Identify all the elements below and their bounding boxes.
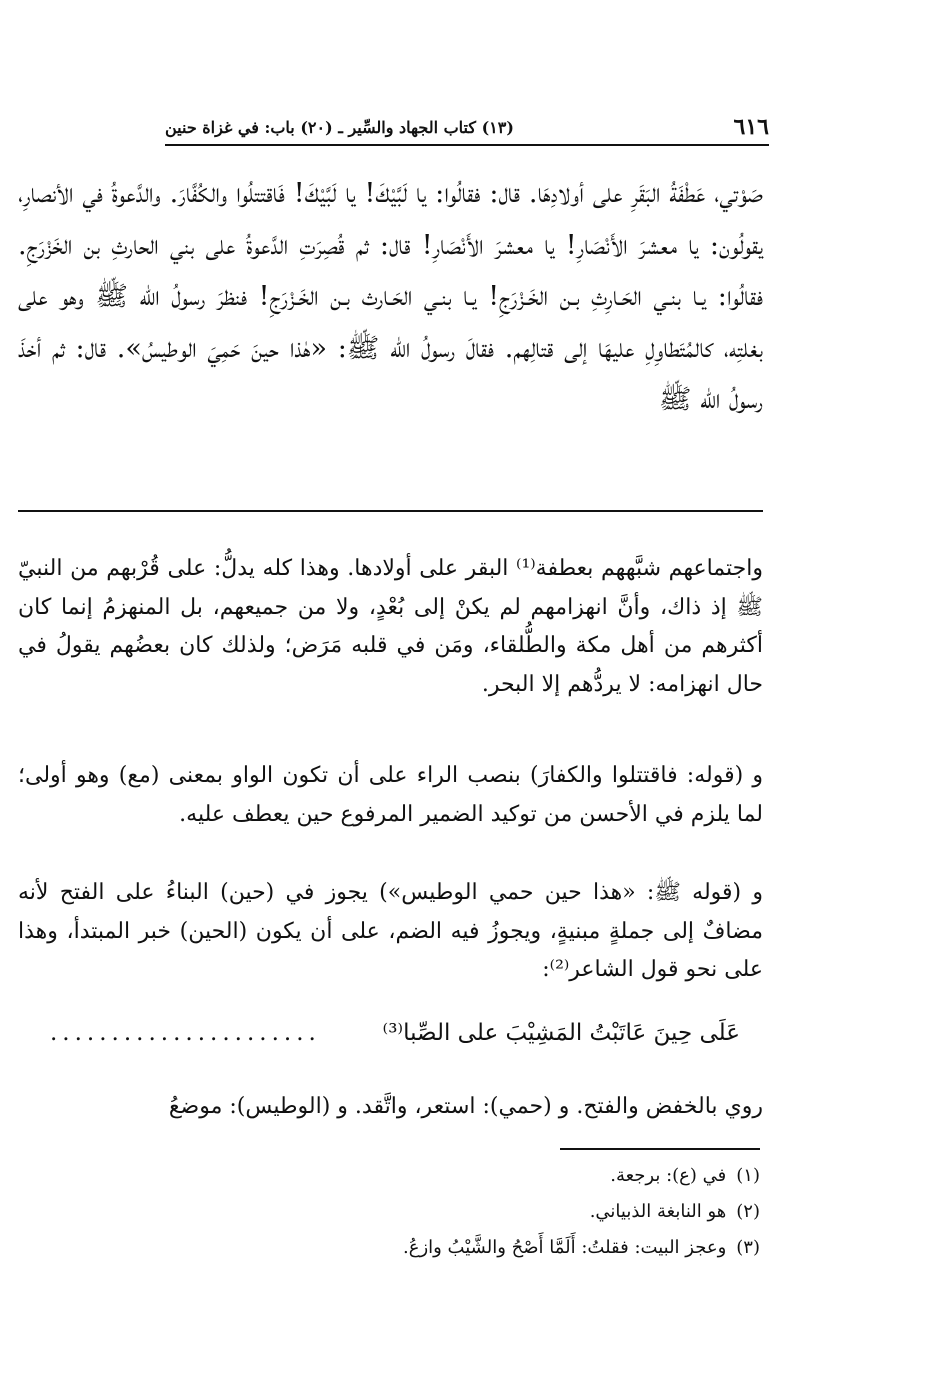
footnote-text: هو النابغة الذبياني. xyxy=(589,1201,727,1222)
text-separator xyxy=(18,510,763,512)
footnote xyxy=(200,1230,760,1266)
commentary-paragraph: روي بالخفض والفتح. و (حمي): استعر، واتَّقد. و (الوطيس): موضعُ xyxy=(168,1094,763,1119)
commentary-paragraph: و (قوله: فاقتتلوا والكفارَ) بنصب الراء على أن تكون الواو بمعنى (مع) وهو أولى؛ لما يلزم في الأحسن من توكيد الضمير المرفوع حين يعطف عليه. xyxy=(18,763,763,827)
commentary-paragraph: واجتماعهم شبَّههم بعطفة⁽¹⁾ البقر على أولادها. وهذا كله يدلُّ: على قُرْبهم من النبيّ ﷺ إذ ذاك، وأنَّ انهزامهم لم يكنْ إلى بُعْدٍ، ولا من جميعهم، بل المنهزمُ إنما كان أكثرهم من أهل مكة والطُّلقاء، ومَن في قلبه مَرَض؛ ولذلك كان بعضُهم يقولُ في حال انهزامه: لا يردُّهم إلا البحر. xyxy=(18,556,764,697)
poetry-verse xyxy=(50,1020,740,1046)
hadith-text: صَوْتي، عَطْفَةُ البَقَرِ على أولادِهَا. قال: فقالُوا: يا لَبَّيْكَ! يا لَبَّيْكَ! فَاقتتلُوا والكُفَّارَ. والدَّعوةُ في الأنصارِ، يقولُون: يا معشرَ الأَنْصَارِ! يا معشرَ الأَنْصَارِ! قال: ثم قُصِرَتِ الدَّعوةُ على بني الحارثِ بن الخَزْرَجِ. فقالُوا: يـا بنـي الحَـارِثِ بـن الخَـزْرَجِ! يـا بنـي الحَـارث بـن الخَـزْرَجِ! فنظرَ رسولُ الله ﷺ وهو على بغلتِه، كالمُتَطاوِلِ عليهَا إلى قتالِهم. فقالَ رسولُ الله ﷺ: «هٰذا حينَ حَمِيَ الوطيسُ». قال: ثم أخذَ رسولُ الله ﷺ xyxy=(18,178,763,415)
verse-ellipsis: ...................... xyxy=(50,1020,321,1046)
footnotes xyxy=(200,1158,760,1266)
footnote-number: (١) xyxy=(736,1165,760,1186)
footnote-separator xyxy=(560,1148,760,1150)
footnote-number: (٣) xyxy=(736,1237,760,1258)
footnote xyxy=(200,1158,760,1194)
footnote-number: (٢) xyxy=(736,1201,760,1222)
verse-text: عَلَى حِينَ عَاتَبْتُ المَشِيْبَ على الصِّبا⁽³⁾ xyxy=(382,1020,740,1046)
footnote xyxy=(200,1194,760,1230)
commentary-paragraph: و (قوله ﷺ: «هذا حين حمي الوطيس») يجوز في (حين) البناءُ على الفتح لأنه مضافٌ إلى جملةٍ مبنيةٍ، ويجوزُ فيه الضم، على أن يكون (الحين) خبر المبتدأ، وهذا على نحو قول الشاعر⁽²⁾: xyxy=(18,880,763,982)
page-header xyxy=(165,110,769,146)
footnote-text: وعجز البيت: فقلتُ: أَلَمَّا أَصْحُ والشَّيْبُ وازعُ. xyxy=(402,1237,727,1258)
footnote-text: في (ع): برجعة. xyxy=(610,1165,727,1186)
running-head: (١٣) كتاب الجهاد والسِّير ـ (٢٠) باب: في غزاة حنين xyxy=(165,117,514,137)
page-number: ٦١٦ xyxy=(733,114,769,140)
